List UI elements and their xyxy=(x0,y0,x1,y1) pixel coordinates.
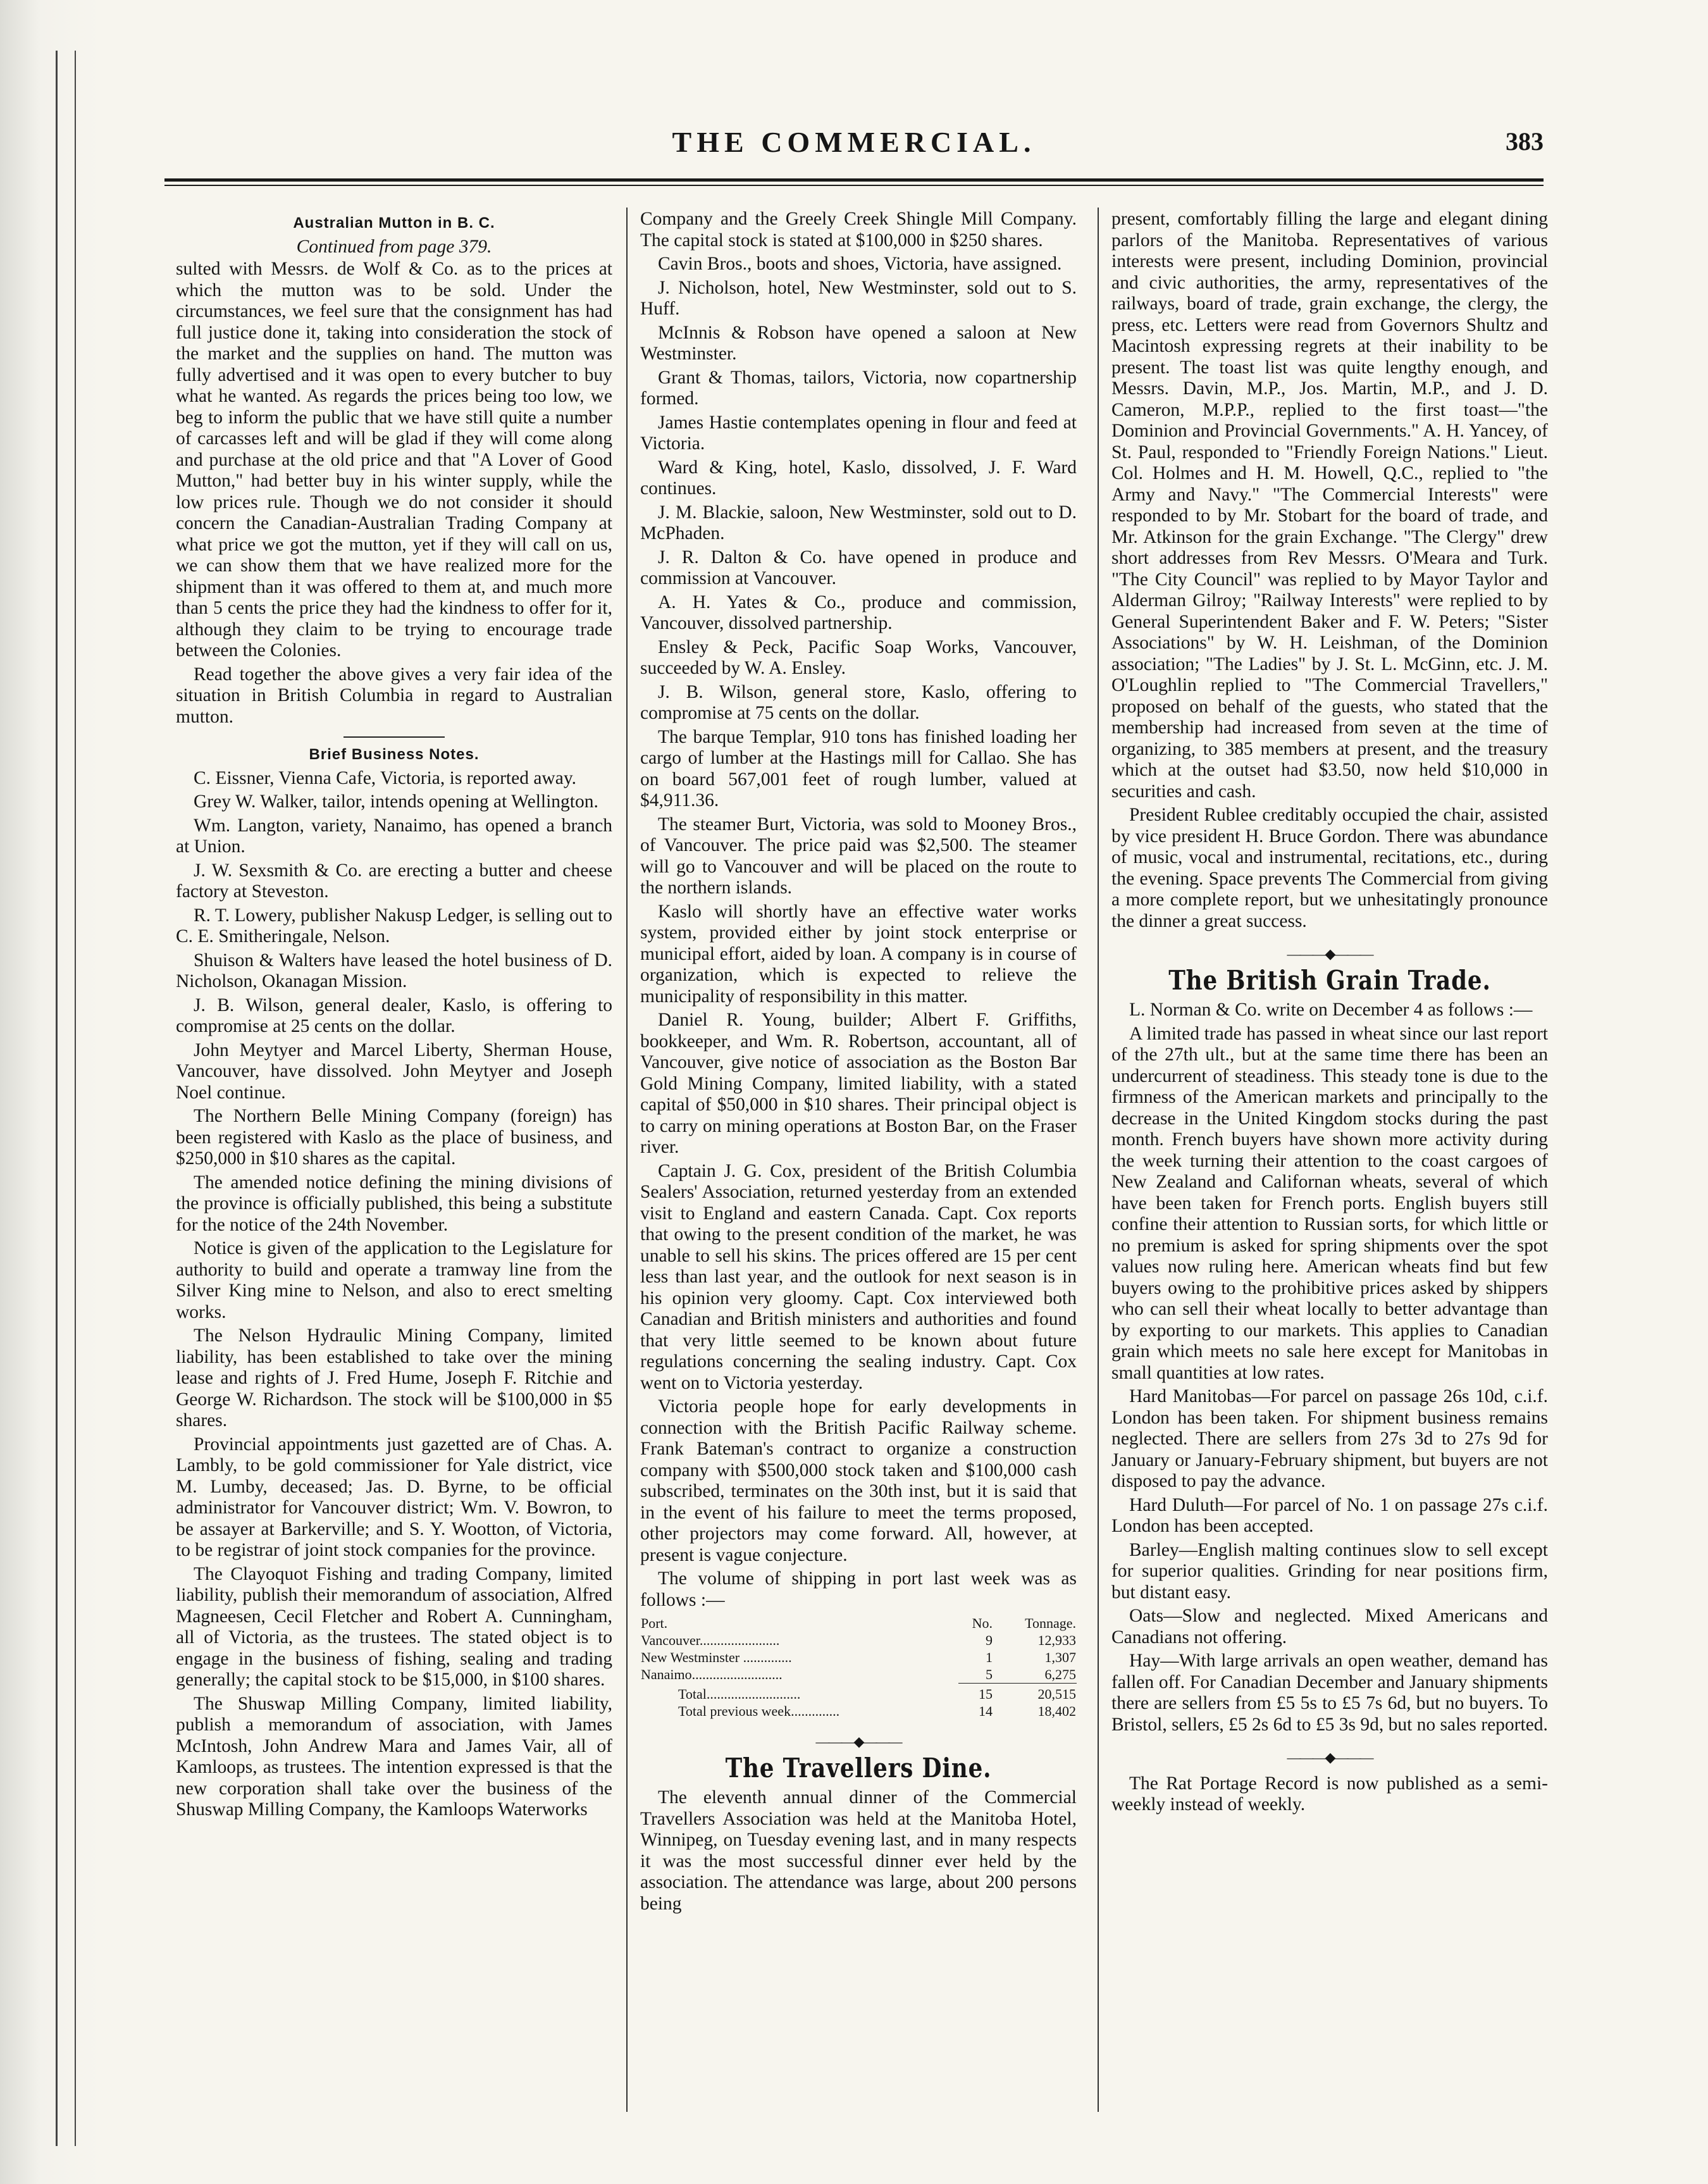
business-note: The Clayoquot Fishing and trading Company, limited liability, publish their memorandum of association, Alfred Magneesen, Cecil Fletcher and Robert A. Cunningham, all of Victoria, as the trustees. The stated object is to engage in the business of fishing, sealing and trading generally; the capital stock to be $15,000, in $100 shares. xyxy=(176,1563,612,1690)
business-note: Victoria people hope for early developments in connection with the British Pacific Railway scheme. Frank Bateman's contract to organize a construction company with $500,000 stock taken and $100,000 cash subscribed, terminates on the 30th inst, but it is said that in the event of his failure to meet the terms proposed, other projectors may come forward. All, however, at present is vague conjecture. xyxy=(640,1396,1077,1565)
previous-tonnage: 18,402 xyxy=(1037,1703,1076,1719)
business-note: Grey W. Walker, tailor, intends opening at Wellington. xyxy=(194,791,598,812)
business-note: J. W. Sexsmith & Co. are erecting a butter and cheese factory at Steveston. xyxy=(176,860,612,902)
ornament-divider: ———◆——— xyxy=(1287,946,1373,962)
article-paragraph: Hard Duluth—For parcel of No. 1 on passage 27s c.i.f. London has been accepted. xyxy=(1111,1494,1548,1536)
total-tonnage: 20,515 xyxy=(993,1684,1077,1703)
article-paragraph: The Rat Portage Record is now published as a semi-weekly instead of weekly. xyxy=(1111,1773,1548,1815)
article-heading-business-notes: Brief Business Notes. xyxy=(309,746,480,763)
business-note: The volume of shipping in port last week was as follows :— xyxy=(640,1568,1077,1610)
business-note: Ensley & Peck, Pacific Soap Works, Vancouver, succeeded by W. A. Ensley. xyxy=(640,636,1077,678)
article-paragraph: A limited trade has passed in wheat since our last report of the 27th ult., but at the same time there has been an undercurrent of steadiness. This steady tone is due to the firmness of the American markets and principally to the decrease in the United Kingdom stocks during the past month. French buyers have shown more activity during the week turning their attention to the coast cargoes of New Zealand and Californan wheats, several of which have been taken for French ports. English buyers still confine their attention to Russian sorts, for which little or no premium is asked for spring shipments over the spot values now ruling here. American wheats find but few buyers owing to the prohibitive prices asked by shippers who can sell their wheat locally to better advantage than by exporting to our markets. This applies to Canadian grain which meets no sale here except for Manitobas in small quantities at low rates. xyxy=(1111,1023,1548,1383)
business-note: Company and the Greely Creek Shingle Mill Company. The capital stock is stated at $100,000 in $250 shares. xyxy=(640,209,1077,251)
business-note: J. Nicholson, hotel, New Westminster, sold out to S. Huff. xyxy=(640,277,1077,319)
book-spine-edge xyxy=(0,0,101,2184)
section-rule xyxy=(343,736,445,738)
tonnage-cell: 12,933 xyxy=(1037,1632,1076,1648)
ornament-divider: ———◆——— xyxy=(815,1734,901,1749)
table-previous-row xyxy=(640,1703,1077,1720)
column-1 xyxy=(176,209,612,2119)
column-divider xyxy=(1098,208,1099,2112)
table-total-row xyxy=(640,1684,1077,1703)
column-2 xyxy=(640,209,1077,2119)
tonnage-cell: 6,275 xyxy=(1044,1666,1076,1682)
port-cell: Vancouver....................... xyxy=(641,1632,780,1648)
previous-label: Total previous week.............. xyxy=(678,1703,840,1719)
masthead-rule-thin xyxy=(164,185,1544,186)
article-paragraph: President Rublee creditably occupied the chair, assisted by vice president H. Bruce Gordon. There was abundance of music, vocal and instrumental, recitations, etc., during the evening. Space prevents The Commercial from giving a more complete report, but we unhesitatingly pronounce the dinner a great success. xyxy=(1111,805,1548,931)
number-cell: 1 xyxy=(985,1649,993,1665)
business-note: R. T. Lowery, publisher Nakusp Ledger, is selling out to C. E. Smitheringale, Nelson. xyxy=(176,905,612,946)
article-paragraph: The eleventh annual dinner of the Commercial Travellers Association was held at the Manitoba Hotel, Winnipeg, on Tuesday evening last, and in many respects it was the most successful dinner ever held by the association. The attendance was large, about 200 persons being xyxy=(640,1787,1077,1914)
business-note: Notice is given of the application to the Legislature for authority to build and operate a tramway line from the Silver King mine to Nelson, and also to erect smelting works. xyxy=(176,1238,612,1322)
article-paragraph: Barley—English malting continues slow to sell except for superior qualities. Grinding for near positions firm, but distant easy. xyxy=(1111,1539,1548,1603)
tonnage-cell: 1,307 xyxy=(1044,1649,1076,1665)
business-note: C. Eissner, Vienna Cafe, Victoria, is reported away. xyxy=(194,767,577,788)
business-note: The Nelson Hydraulic Mining Company, limited liability, has been established to take over the mining lease and rights of J. Fred Hume, Joseph F. Ritchie and George W. Richardson. The stock will be $100,000 in $5 shares. xyxy=(176,1325,612,1430)
port-cell: Nanaimo.......................... xyxy=(641,1666,783,1683)
business-note: Daniel R. Young, builder; Albert F. Griffiths, bookkeeper, and Wm. R. Robertson, accountant, all of Vancouver, give notice of association as the Boston Bar Gold Mining Company, limited liability, with a stated capital of $50,000 in $10 shares. Their principal object is to carry on mining operations at Boston Bar, on the Fraser river. xyxy=(640,1010,1077,1157)
column-header-tonnage: Tonnage. xyxy=(1025,1615,1076,1631)
business-note: The Northern Belle Mining Company (foreign) has been registered with Kaslo as the place of business, and $250,000 in $10 shares as the capital. xyxy=(176,1106,612,1169)
shipping-table xyxy=(640,1615,1077,1720)
business-note: Wm. Langton, variety, Nanaimo, has opened a branch at Union. xyxy=(176,815,612,857)
business-note: The amended notice defining the mining divisions of the province is officially published, this being a substitute for the notice of the 24th November. xyxy=(176,1172,612,1235)
spine-line xyxy=(56,51,58,2146)
masthead-rule-thick xyxy=(164,178,1544,182)
previous-number: 14 xyxy=(978,1703,993,1719)
business-note: The Shuswap Milling Company, limited liability, publish a memorandum of association, with James McIntosh, John Andrew Mara and James Vair, all of Kamloops, as trustees. The intention expressed is that the new corporation shall take over the business of the Shuswap Milling Company, the Kamloops Waterworks xyxy=(176,1693,612,1820)
article-paragraph: Oats—Slow and neglected. Mixed Americans and Canadians not offering. xyxy=(1111,1606,1548,1647)
paper-title: THE COMMERCIAL. xyxy=(672,126,1036,158)
article-paragraph: Hard Manitobas—For parcel on passage 26s 10d, c.i.f. London has been taken. For shipment business remains neglected. There are sellers from 27s 3d to 27s 9d for January or January-February shipment, but buyers are not disposed to pay the advance. xyxy=(1111,1386,1548,1491)
article-heading-mutton: Australian Mutton in B. C. xyxy=(293,214,495,232)
spine-line xyxy=(75,51,76,2146)
total-number: 15 xyxy=(958,1684,993,1703)
business-note: Ward & King, hotel, Kaslo, dissolved, J. F. Ward continues. xyxy=(640,457,1077,499)
business-note: J. R. Dalton & Co. have opened in produce and commission at Vancouver. xyxy=(640,547,1077,588)
business-note: Grant & Thomas, tailors, Victoria, now copartnership formed. xyxy=(640,367,1077,409)
business-note: The barque Templar, 910 tons has finished loading her cargo of lumber at the Hastings mill for Callao. She has on board 567,001 feet of rough lumber, valued at $4,911.36. xyxy=(640,726,1077,810)
business-note: McInnis & Robson have opened a saloon at New Westminster. xyxy=(640,322,1077,364)
table-row xyxy=(640,1649,1077,1666)
table-header-row xyxy=(640,1615,1077,1632)
article-heading-travellers: The Travellers Dine. xyxy=(725,1752,992,1784)
business-note: James Hastie contemplates opening in flour and feed at Victoria. xyxy=(640,412,1077,454)
total-label: Total........................... xyxy=(678,1685,801,1702)
ornament-divider: ———◆——— xyxy=(1287,1749,1373,1765)
article-paragraph: Hay—With large arrivals an open weather, demand has fallen off. For Canadian December and January shipments there are sellers from £5 5s to £5 7s 6d, but no buyers. To Bristol, sellers, £5 2s 6d to £5 3s 9d, but no sales reported. xyxy=(1111,1651,1548,1735)
business-note: The steamer Burt, Victoria, was sold to Mooney Bros., of Vancouver. The price paid was $2,500. The steamer will go to Vancouver and will be placed on the route to the northern islands. xyxy=(640,814,1077,898)
business-note: Cavin Bros., boots and shoes, Victoria, have assigned. xyxy=(658,254,1062,274)
business-note: Kaslo will shortly have an effective water works system, provided either by joint stock enterprise or municipal effort, aided by loan. A company is in course of organization, which is expected to relieve the municipality of responsibility in this matter. xyxy=(640,901,1077,1007)
business-note: A. H. Yates & Co., produce and commission, Vancouver, dissolved partnership. xyxy=(640,592,1077,633)
column-3 xyxy=(1111,209,1548,2119)
number-cell: 5 xyxy=(985,1666,993,1682)
article-paragraph: L. Norman & Co. write on December 4 as follows :— xyxy=(1129,1000,1533,1020)
continued-note: Continued from page 379. xyxy=(296,236,492,257)
article-paragraph: Read together the above gives a very fair idea of the situation in British Columbia in regard to Australian mutton. xyxy=(176,664,612,727)
page-number: 383 xyxy=(1506,127,1544,156)
table-row xyxy=(640,1666,1077,1684)
table-row xyxy=(640,1632,1077,1649)
port-cell: New Westminster .............. xyxy=(641,1649,792,1665)
column-divider xyxy=(626,208,628,2112)
article-paragraph: present, comfortably filling the large and elegant dining parlors of the Manitoba. Representatives of various interests were present, including Dominion, provincial and civic authorities, the army, representatives of the railways, board of trade, grain exchange, the clergy, the press, etc. Letters were read from Governors Shultz and Macintosh expressing regrets at their inability to be present. The toast list was quite lengthy enough, and Messrs. Davin, M.P., Jos. Martin, M.P., and J. D. Cameron, M.P.P., replied to the first toast—"the Dominion and Provincial Governments." A. H. Yancey, of St. Paul, responded to "Friendly Foreign Nations." Lieut. Col. Holmes and H. M. Howell, Q.C., replied to "the Army and Navy." "The Commercial Interests" were responded to by Mr. Stobart for the board of trade, and Mr. Atkinson for the grain Exchange. "The Clergy" drew short addresses from Rev Messrs. O'Meara and Turk. "The City Council" was replied to by Mayor Taylor and Alderman Gilroy; "Railway Interests" were replied to by General Superintendent Baker and F. W. Peters; "Sister Associations" by W. H. Leishman, of the Dominion association; "The Ladies" by J. St. L. McGinn, etc. J. M. O'Loughlin replied to "The Commercial Travellers," proposed on behalf of the guests, who stated that the membership had increased from seven at the time of organizing, to 385 members at present, and the treasury which at the outset had $3.50, now held $10,000 in securities and cash. xyxy=(1111,209,1548,802)
column-header-port: Port. xyxy=(641,1615,668,1631)
business-note: Captain J. G. Cox, president of the British Columbia Sealers' Association, returned yesterday from an extended visit to England and eastern Canada. Capt. Cox reports that owing to the present condition of the market, he was unable to sell his skins. The prices offered are 15 per cent less than last year, and the outlook for next season is in his opinion very gloomy. Capt. Cox interviewed both Canadian and British ministers and authorities and found that very little seemed to be known about future regulations concerning the sealing industry. Capt. Cox went on to Victoria yesterday. xyxy=(640,1160,1077,1393)
business-note: Provincial appointments just gazetted are of Chas. A. Lambly, to be gold commissioner for Yale district, vice M. Lumby, deceased; Jas. D. Byrne, to be official administrator for Vancouver district; Wm. V. Bowron, to be assayer at Barkerville; and S. Y. Wootton, of Victoria, to be registrar of joint stock companies for the province. xyxy=(176,1434,612,1560)
business-note: J. B. Wilson, general dealer, Kaslo, is offering to compromise at 25 cents on the dollar. xyxy=(176,995,612,1036)
column-header-no: No. xyxy=(972,1615,993,1631)
business-note: J. B. Wilson, general store, Kaslo, offering to compromise at 75 cents on the dollar. xyxy=(640,681,1077,723)
article-heading-grain-trade: The British Grain Trade. xyxy=(1168,964,1491,996)
number-cell: 9 xyxy=(985,1632,993,1648)
business-note: Shuison & Walters have leased the hotel business of D. Nicholson, Okanagan Mission. xyxy=(176,950,612,991)
masthead xyxy=(164,125,1544,163)
article-paragraph: sulted with Messrs. de Wolf & Co. as to the prices at which the mutton was to be sold. Under the circumstances, we feel sure that the consignment has had full justice done it, taking into consideration the stock of the market and the supplies on hand. The mutton was fully advertised and it was open to every butcher to buy what he wanted. As regards the prices being too low, we beg to inform the public that we have still quite a number of carcasses left and will be glad if they will come along and purchase at the old price and that "A Lover of Good Mutton," had better buy in his winter supply, while the low prices rule. Though we do not consider it should concern the Canadian-Australian Trading Company at what price we got the mutton, yet if they will call on us, we can show them that we have realized more for the shipment than it was offered to them at, and much more than 5 cents the price they had the kindness to offer for it, although they claim to be trying to encourage trade between the Colonies. xyxy=(176,259,612,661)
business-note: J. M. Blackie, saloon, New Westminster, sold out to D. McPhaden. xyxy=(640,502,1077,543)
business-note: John Meytyer and Marcel Liberty, Sherman House, Vancouver, have dissolved. John Meytyer and Joseph Noel continue. xyxy=(176,1039,612,1103)
